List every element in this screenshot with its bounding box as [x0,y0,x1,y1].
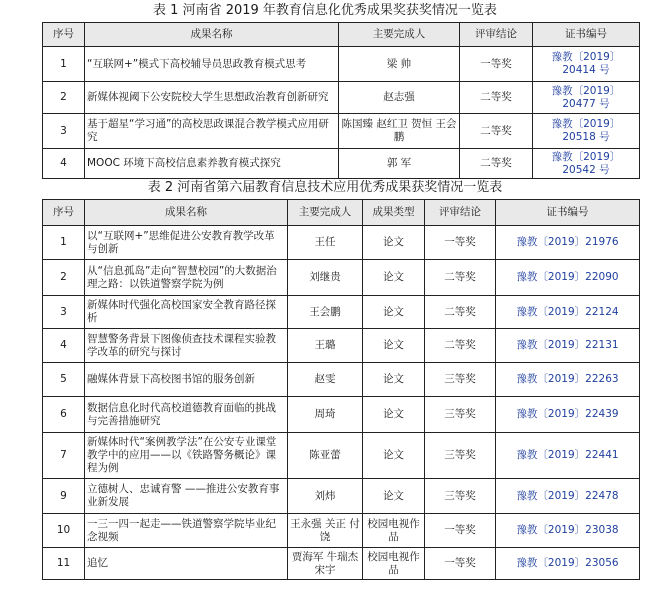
row-result: 二等奖 [425,296,496,329]
table2-header-authors: 主要完成人 [288,200,363,226]
row-cert: 豫教〔2019〕22478 [496,479,640,514]
row-no: 1 [43,226,85,260]
row-result: 一等奖 [425,548,496,580]
row-cert: 豫教〔2019〕22090 [496,260,640,296]
row-authors: 梁 帅 [339,47,460,82]
row-result: 一等奖 [460,47,533,82]
row-cert: 豫教〔2019〕23038 [496,514,640,548]
row-result: 三等奖 [425,397,496,433]
row-title: 以“互联网+”思维促进公安教育教学改革与创新 [85,226,288,260]
table-row [43,296,640,329]
row-cert: 豫教〔2019〕23056 [496,548,640,580]
table-row [43,47,640,82]
row-title: 从“信息孤岛”走向“智慧校园”的大数据治理之路：以铁道警察学院为例 [85,260,288,296]
row-title: 一三一四一起走——铁道警察学院毕业纪念视频 [85,514,288,548]
row-no: 7 [43,433,85,479]
table1-header-cert: 证书编号 [533,23,640,47]
table-row [43,433,640,479]
table-row [43,114,640,149]
row-type: 论文 [363,296,425,329]
row-authors: 赵志强 [339,82,460,114]
row-result: 三等奖 [425,433,496,479]
row-cert: 豫教〔2019〕22124 [496,296,640,329]
table1-caption: 表 1 河南省 2019 年教育信息化优秀成果奖获奖情况一览表 [153,3,497,18]
row-no: 4 [43,329,85,363]
row-result: 二等奖 [460,114,533,149]
table2-header-title: 成果名称 [85,200,288,226]
row-title: “互联网+”模式下高校辅导员思政教育模式思考 [85,47,339,82]
row-result: 一等奖 [425,514,496,548]
row-cert: 豫教〔2019〕22441 [496,433,640,479]
row-authors: 王会鹏 [288,296,363,329]
table2-header-cert: 证书编号 [496,200,640,226]
table-row [43,149,640,179]
row-authors: 贾海军 牛瑞杰 宋宇 [288,548,363,580]
table1-header-result: 评审结论 [460,23,533,47]
table2 [42,199,640,580]
table-row [43,479,640,514]
row-authors: 陈亚蕾 [288,433,363,479]
row-no: 11 [43,548,85,580]
row-cert: 豫教〔2019〕20477 号 [533,82,640,114]
row-cert: 豫教〔2019〕20542 号 [533,149,640,179]
table-row [43,363,640,397]
row-no: 10 [43,514,85,548]
row-no: 4 [43,149,85,179]
row-result: 二等奖 [460,82,533,114]
row-result: 一等奖 [425,226,496,260]
row-result: 二等奖 [425,329,496,363]
row-title: 新媒体时代“案例教学法”在公安专业课堂教学中的应用——以《铁路警务概论》课程为例 [85,433,288,479]
row-result: 三等奖 [425,363,496,397]
row-cert: 豫教〔2019〕20414 号 [533,47,640,82]
row-type: 论文 [363,260,425,296]
row-authors: 刘炜 [288,479,363,514]
row-authors: 郭 军 [339,149,460,179]
row-title: 新媒体视阈下公安院校大学生思想政治教育创新研究 [85,82,339,114]
table1 [42,22,640,179]
table2-caption: 表 2 河南省第六届教育信息技术应用优秀成果获奖情况一览表 [147,180,503,195]
row-type: 论文 [363,433,425,479]
table2-header-no: 序号 [43,200,85,226]
row-title: MOOC 环境下高校信息素养教育模式探究 [85,149,339,179]
row-authors: 王璐 [288,329,363,363]
row-authors: 赵雯 [288,363,363,397]
table-row [43,329,640,363]
row-title: 融媒体背景下高校图书馆的服务创新 [85,363,288,397]
row-type: 论文 [363,226,425,260]
table-row [43,548,640,580]
row-title: 新媒体时代强化高校国家安全教育路径探析 [85,296,288,329]
row-no: 3 [43,296,85,329]
row-no: 1 [43,47,85,82]
row-authors: 王永强 关正 付饶 [288,514,363,548]
row-cert: 豫教〔2019〕20518 号 [533,114,640,149]
row-no: 2 [43,82,85,114]
row-authors: 刘继贵 [288,260,363,296]
row-no: 6 [43,397,85,433]
row-no: 9 [43,479,85,514]
row-cert: 豫教〔2019〕22263 [496,363,640,397]
row-no: 5 [43,363,85,397]
row-title: 基于超星“学习通”的高校思政课混合教学模式应用研究 [85,114,339,149]
table1-header-row [43,23,640,47]
row-authors: 周琦 [288,397,363,433]
row-title: 立德树人、忠诚育警 ——推进公安教育事业新发展 [85,479,288,514]
table2-header-type: 成果类型 [363,200,425,226]
row-type: 论文 [363,479,425,514]
table-row [43,514,640,548]
row-no: 2 [43,260,85,296]
row-type: 论文 [363,329,425,363]
row-type: 论文 [363,397,425,433]
row-authors: 王任 [288,226,363,260]
row-cert: 豫教〔2019〕22131 [496,329,640,363]
table1-header-title: 成果名称 [85,23,339,47]
row-cert: 豫教〔2019〕21976 [496,226,640,260]
table-row [43,82,640,114]
table-row [43,260,640,296]
row-cert: 豫教〔2019〕22439 [496,397,640,433]
table1-header-no: 序号 [43,23,85,47]
row-title: 智慧警务背景下图像侦查技术课程实验教学改革的研究与探讨 [85,329,288,363]
table2-header-row [43,200,640,226]
row-no: 3 [43,114,85,149]
row-type: 校园电视作品 [363,548,425,580]
row-result: 三等奖 [425,479,496,514]
row-type: 论文 [363,363,425,397]
row-authors: 陈国臻 赵红卫 贺恒 王会鹏 [339,114,460,149]
row-result: 二等奖 [460,149,533,179]
row-title: 追忆 [85,548,288,580]
row-result: 二等奖 [425,260,496,296]
table1-header-authors: 主要完成人 [339,23,460,47]
table-row [43,226,640,260]
row-title: 数据信息化时代高校道德教育面临的挑战与完善措施研究 [85,397,288,433]
table-row [43,397,640,433]
row-type: 校园电视作品 [363,514,425,548]
table2-header-result: 评审结论 [425,200,496,226]
